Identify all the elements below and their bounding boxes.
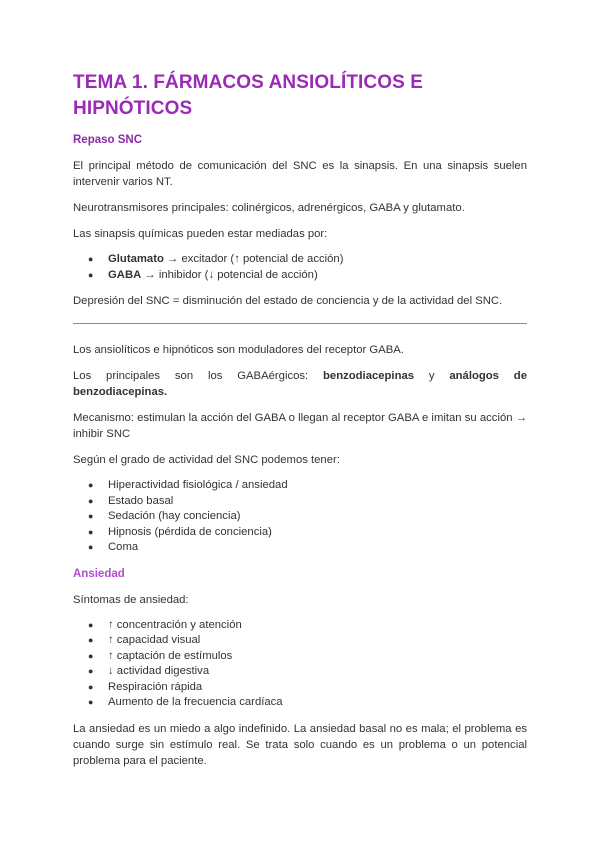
paragraph: Mecanismo: estimulan la acción del GABA o llegan al receptor GABA e imitan su acción → inhibir SNC bbox=[73, 412, 527, 440]
bullet-icon: ● bbox=[88, 526, 94, 537]
paragraph: Los ansiolíticos e hipnóticos son moduladores del receptor GABA. bbox=[73, 344, 404, 356]
bullet-icon: ● bbox=[88, 542, 94, 552]
horizontal-divider bbox=[73, 323, 527, 324]
bullet-icon: ● bbox=[88, 619, 94, 630]
section-heading-ansiedad: Ansiedad bbox=[73, 567, 125, 580]
list-item-text: → inhibidor (↓ potencial de acción) bbox=[141, 268, 318, 281]
list-item bbox=[73, 680, 527, 696]
list-item-text: Aumento de la frecuencia cardíaca bbox=[108, 696, 283, 708]
paragraph bbox=[73, 368, 527, 400]
list-item bbox=[73, 525, 527, 541]
bullet-list-actividad-snc bbox=[73, 478, 527, 556]
paragraph: Según el grado de actividad del SNC podemos tener: bbox=[73, 454, 340, 466]
list-item bbox=[73, 649, 527, 665]
bold-term: benzodiacepinas bbox=[323, 370, 415, 382]
list-item bbox=[73, 633, 527, 649]
bullet-list-sinapsis bbox=[73, 252, 527, 283]
bullet-icon: ● bbox=[88, 635, 94, 645]
bullet-icon: ● bbox=[88, 511, 94, 521]
list-item-text: Respiración rápida bbox=[108, 680, 203, 693]
list-item bbox=[73, 695, 527, 711]
list-item bbox=[73, 478, 527, 494]
bullet-icon: ● bbox=[88, 269, 94, 280]
list-item bbox=[73, 252, 527, 268]
list-item bbox=[73, 268, 527, 284]
section-heading-repaso: Repaso SNC bbox=[73, 134, 143, 146]
list-item-text: Coma bbox=[108, 541, 139, 553]
paragraph: Síntomas de ansiedad: bbox=[73, 593, 189, 606]
bullet-icon: ● bbox=[88, 254, 94, 264]
page-title: TEMA 1. FÁRMACOS ANSIOLÍTICOS E HIPNÓTICOS bbox=[73, 72, 424, 119]
list-item bbox=[73, 540, 527, 556]
list-item bbox=[73, 618, 527, 634]
paragraph: Neurotransmisores principales: colinérgicos, adrenérgicos, GABA y glutamato. bbox=[73, 202, 465, 214]
list-item-text: Hipnosis (pérdida de conciencia) bbox=[108, 525, 272, 538]
paragraph: El principal método de comunicación del SNC es la sinapsis. En una sinapsis suelen intervenir varios NT. bbox=[73, 160, 527, 188]
list-item bbox=[73, 509, 527, 525]
list-item bbox=[73, 664, 527, 680]
list-item-text: Sedación (hay conciencia) bbox=[108, 510, 241, 522]
list-item-text: ↑ concentración y atención bbox=[108, 618, 242, 631]
list-item-term: GABA bbox=[108, 268, 142, 281]
paragraph-text: y bbox=[414, 370, 450, 382]
bullet-icon: ● bbox=[88, 666, 94, 676]
list-item-text: Estado basal bbox=[108, 494, 174, 507]
list-item-term: Glutamato bbox=[108, 253, 164, 265]
list-item bbox=[73, 494, 527, 510]
list-item-text: Hiperactividad fisiológica / ansiedad bbox=[108, 479, 288, 491]
bullet-icon: ● bbox=[88, 681, 94, 692]
paragraph: Depresión del SNC = disminución del estado de conciencia y de la actividad del SNC. bbox=[73, 295, 503, 307]
bold-term: análogos de benzodiacepinas. bbox=[73, 370, 527, 398]
bullet-icon: ● bbox=[88, 495, 94, 506]
paragraph-text: Los principales son los GABAérgicos: bbox=[73, 370, 324, 382]
bullet-icon: ● bbox=[88, 480, 94, 490]
list-item-text: ↑ captación de estímulos bbox=[108, 649, 233, 662]
bullet-icon: ● bbox=[88, 650, 94, 661]
bullet-list-sintomas bbox=[73, 618, 527, 711]
bullet-icon: ● bbox=[88, 697, 94, 707]
paragraph: Las sinapsis químicas pueden estar mediadas por: bbox=[73, 228, 328, 240]
paragraph: La ansiedad es un miedo a algo indefinido. La ansiedad basal no es mala; el problema es cuando surge sin estímulo real. Se trata solo cuando es un problema o un potencial problema para el paciente. bbox=[73, 722, 527, 767]
list-item-text: ↓ actividad digestiva bbox=[108, 665, 210, 677]
document-page bbox=[73, 70, 527, 779]
list-item-text: → excitador (↑ potencial de acción) bbox=[163, 253, 344, 265]
list-item-text: ↑ capacidad visual bbox=[108, 634, 201, 646]
